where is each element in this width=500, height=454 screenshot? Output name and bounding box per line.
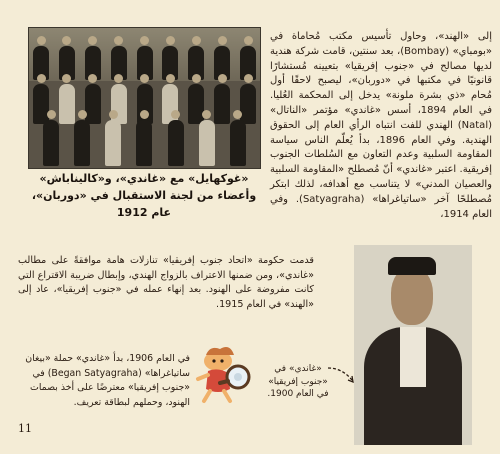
middle-paragraph: قدمت حكومة «اتحاد جنوب إفريقيا» تنازلات هامة موافقةً على مطالب «غاندي»، ومن ضمنها الاعتراف بالزواج الهندي، وإبطال ضريبة الاقتراع التي كانت مفروضة على الهنود. بعد إنهاء عمله في «جنوب إفريقيا»، عاد إلى «الهند» في العام 1915. xyxy=(18,255,314,310)
group-photo xyxy=(28,27,261,169)
gandhi-portrait-photo xyxy=(354,245,472,445)
dashed-arrow-icon xyxy=(326,364,356,386)
bottom-text-block xyxy=(20,352,190,410)
bottom-paragraph: في العام 1906، بدأ «غاندي» حملة «بيغان ساتياغراها» (Began Satyagraha) في «جنوب إفريقيا» معترضًا على أخذ بصمات الهنود، وحملهم لبطاقة تعريف. xyxy=(25,353,190,408)
group-photo-caption: «غوكهايل» مع «غاندي»، و«كاليناباش» وأعضاء من لجنة الاستقبال في «دوربان»، عام 1912 xyxy=(31,172,257,219)
portrait-caption: «غاندي» في «جنوب إفريقيا» في العام 1900. xyxy=(267,364,329,399)
magnifier-character-icon xyxy=(190,343,260,405)
main-text-column xyxy=(270,30,492,222)
main-paragraph: إلى «الهند»، وحاول تأسيس مكتب مُحاماة في «بومباي» (Bombay)، بعد سنتين، قامت شركة هندية لديها مصالح في «جنوب إفريقيا» بتعيينه مُستشارًا قانونيًا في مكتبها في «دوربان»، ليصبح لاحقًا أول مُحام «ذي بشرة ملونة» يدخل إلى المحكمة العُليا. في العام 1894، أسس «غاندي» مؤتمر «الناتال» (Natal) الهندي للفت انتباه الرأي العام إلى الحقوق الهندية. وفي العام 1896، بدأ يُعلّم الناس سياسة المقاومة السلبية وعدم التعاون مع السُلطات الجنوب إفريقية. اعتبر «غاندي» أنّ مُصطلح «المقاومة السلبية والعصيان المدني» لا يتناسب مع أهدافه، لذلك ابتكر مُصطلحًا آخر «ساتياغراها» (Satyagraha). وفي العام 1914، xyxy=(270,31,492,220)
page-number: 11 xyxy=(18,422,32,435)
middle-text-block xyxy=(18,254,314,312)
